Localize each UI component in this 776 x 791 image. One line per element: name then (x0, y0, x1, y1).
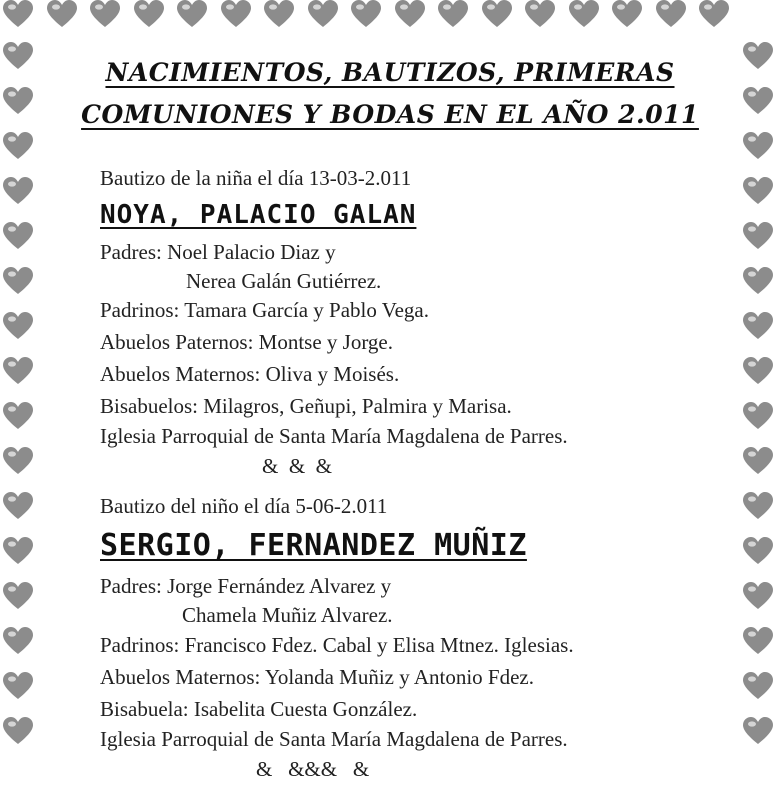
heart-icon (742, 267, 774, 295)
entry-line: Padres: Noel Palacio Diaz y (100, 240, 336, 264)
heart-icon (742, 627, 774, 655)
heart-icon (2, 312, 34, 340)
heart-icon (46, 0, 78, 28)
heart-icon (220, 0, 252, 28)
heart-icon (2, 87, 34, 115)
heart-icon (2, 402, 34, 430)
heart-icon (2, 267, 34, 295)
entry-intro: Bautizo del niño el día 5-06-2.011 (100, 494, 388, 518)
heart-icon (742, 312, 774, 340)
heart-icon (742, 177, 774, 205)
entry-line: Abuelos Paternos: Montse y Jorge. (100, 330, 394, 354)
heart-icon (742, 87, 774, 115)
heart-icon (2, 537, 34, 565)
heart-icon (2, 717, 34, 745)
heart-icon (2, 0, 34, 28)
heart-icon (2, 447, 34, 475)
separator: & &&& & (256, 757, 370, 781)
heart-icon (742, 492, 774, 520)
heart-icon (481, 0, 513, 28)
entry-name: SERGIO, FERNANDEZ MUÑIZ (100, 528, 527, 563)
heart-icon (2, 492, 34, 520)
heart-icon (742, 717, 774, 745)
heart-icon (394, 0, 426, 28)
entry-line: Bisabuela: Isabelita Cuesta González. (100, 697, 418, 721)
heart-icon (2, 627, 34, 655)
heart-icon (2, 357, 34, 385)
heart-icon (742, 222, 774, 250)
heart-icon (568, 0, 600, 28)
entry-intro: Bautizo de la niña el día 13-03-2.011 (100, 166, 412, 190)
heart-icon (698, 0, 730, 28)
heart-icon (133, 0, 165, 28)
heart-icon (350, 0, 382, 28)
heart-icon (2, 582, 34, 610)
heart-icon (2, 222, 34, 250)
heart-icon (742, 42, 774, 70)
separator: & & & (262, 454, 333, 478)
entry-line: Padres: Jorge Fernández Alvarez y (100, 574, 392, 598)
heart-icon (176, 0, 208, 28)
entry-line: Chamela Muñiz Alvarez. (182, 603, 393, 627)
entry-line: Padrinos: Francisco Fdez. Cabal y Elisa Mtnez. Iglesias. (100, 633, 574, 657)
page-title: NACIMIENTOS, BAUTIZOS, PRIMERAS (105, 58, 675, 87)
heart-icon (742, 672, 774, 700)
heart-icon (2, 132, 34, 160)
heart-icon (2, 672, 34, 700)
entry-line: Iglesia Parroquial de Santa María Magdalena de Parres. (100, 424, 568, 448)
heart-icon (742, 357, 774, 385)
heart-icon (742, 402, 774, 430)
heart-icon (89, 0, 121, 28)
heart-icon (263, 0, 295, 28)
heart-icon (2, 42, 34, 70)
heart-icon (742, 132, 774, 160)
heart-icon (742, 537, 774, 565)
entry-name: NOYA, PALACIO GALAN (100, 200, 417, 230)
heart-icon (524, 0, 556, 28)
entry-line: Padrinos: Tamara García y Pablo Vega. (100, 298, 429, 322)
heart-icon (611, 0, 643, 28)
entry-line: Abuelos Maternos: Oliva y Moisés. (100, 362, 400, 386)
heart-icon (307, 0, 339, 28)
heart-icon (437, 0, 469, 28)
heart-icon (742, 582, 774, 610)
page-title-line2: COMUNIONES Y BODAS EN EL AÑO 2.011 (81, 100, 699, 129)
entry-line: Abuelos Maternos: Yolanda Muñiz y Antonio Fdez. (100, 665, 534, 689)
heart-icon (742, 447, 774, 475)
entry-line: Bisabuelos: Milagros, Geñupi, Palmira y Marisa. (100, 394, 512, 418)
entry-line: Iglesia Parroquial de Santa María Magdalena de Parres. (100, 727, 568, 751)
heart-icon (655, 0, 687, 28)
entry-line: Nerea Galán Gutiérrez. (186, 269, 382, 293)
heart-icon (2, 177, 34, 205)
